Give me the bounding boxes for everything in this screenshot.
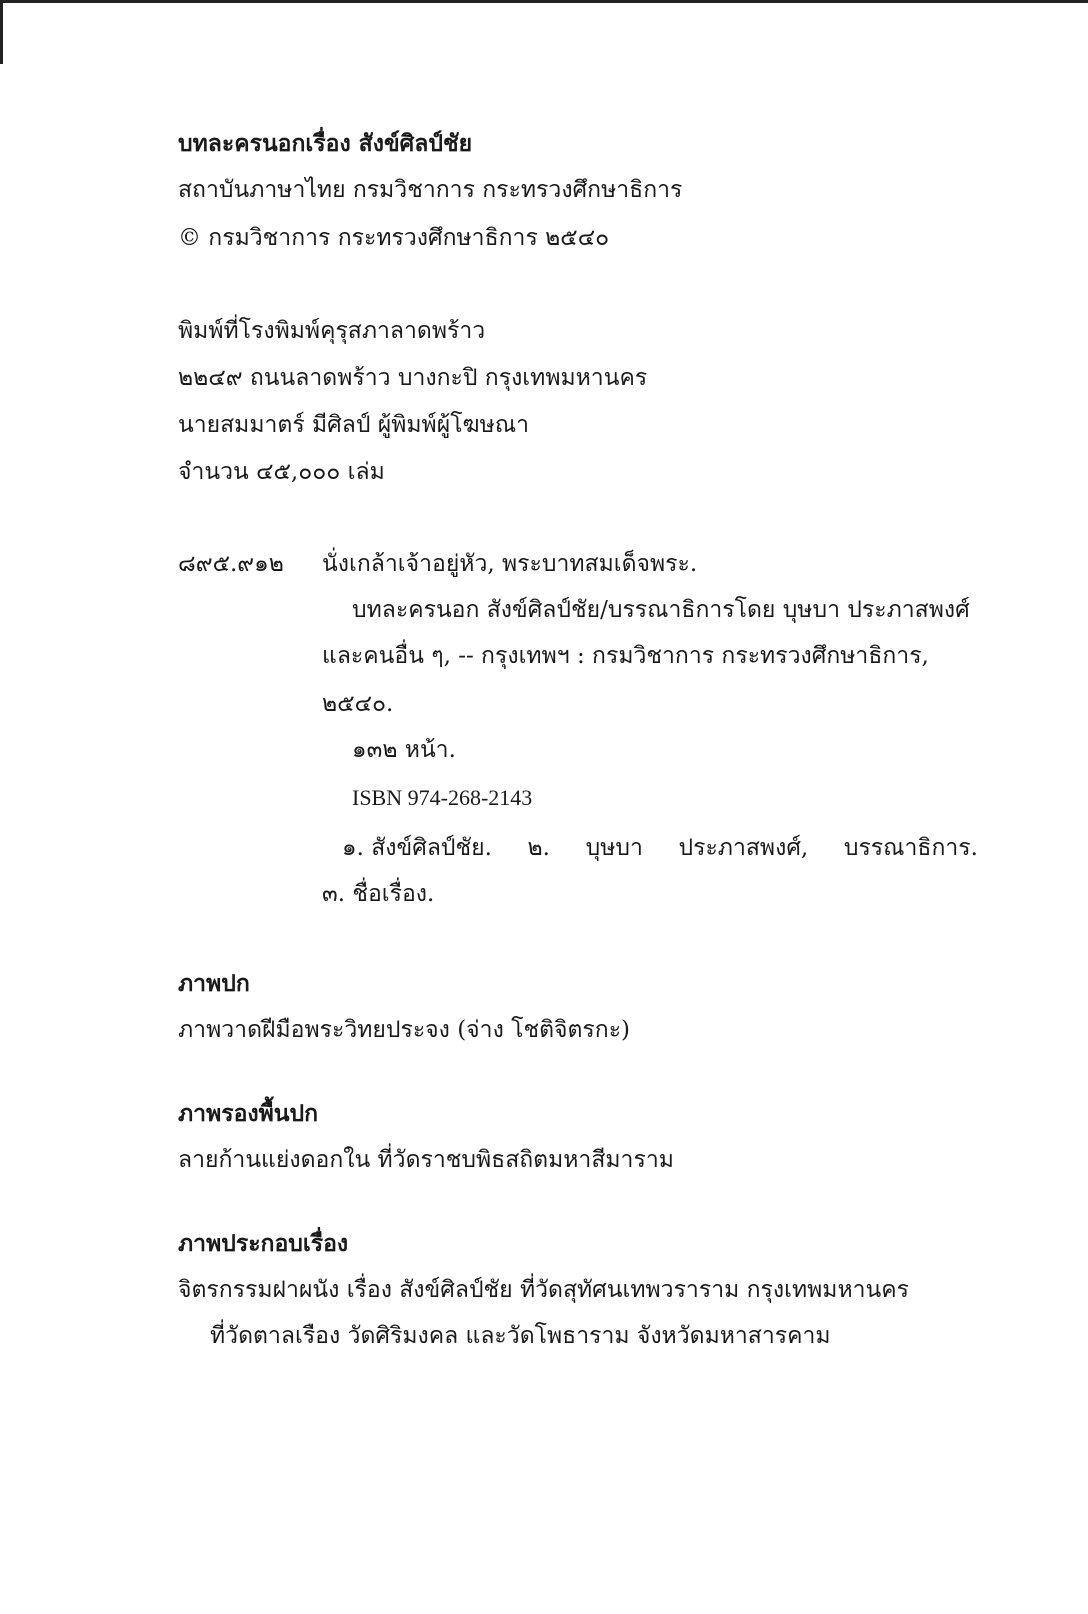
catalog-desc-line3: ๒๕๔๐.: [322, 691, 394, 717]
illustrations-heading: ภาพประกอบเรื่อง: [178, 1230, 349, 1257]
subject-part: บรรณาธิการ.: [843, 835, 978, 861]
illustrations-line2: ที่วัดตาลเรือง วัดศิริมงคล และวัดโพธาราม จังหวัดมหาสารคาม: [210, 1323, 831, 1349]
subject-part: ๒.: [527, 835, 550, 861]
publisher-line: นายสมมาตร์ มีศิลป์ ผู้พิมพ์ผู้โฆษณา: [178, 412, 530, 438]
printer-line: พิมพ์ที่โรงพิมพ์คุรุสภาลาดพร้าว: [178, 318, 486, 344]
catalog-isbn: ISBN 974-268-2143: [352, 785, 533, 810]
call-number: ๘๙๕.๙๑๒: [178, 551, 284, 577]
endpaper-text: ลายก้านแย่งดอกใน ที่วัดราชบพิธสถิตมหาสีมาราม: [178, 1147, 674, 1173]
copyright-line: © กรมวิชาการ กระทรวงศึกษาธิการ ๒๕๔๐: [178, 225, 610, 251]
illustrations-line1: จิตรกรรมฝาผนัง เรื่อง สังข์ศิลป์ชัย ที่วัดสุทัศนเทพวราราม กรุงเทพมหานคร: [178, 1277, 909, 1303]
endpaper-heading: ภาพรองพื้นปก: [178, 1100, 319, 1127]
institute-line: สถาบันภาษาไทย กรมวิชาการ กระทรวงศึกษาธิการ: [178, 177, 683, 203]
book-title: บทละครนอกเรื่อง สังข์ศิลป์ชัย: [178, 130, 473, 157]
subject-part: บุษบา: [585, 835, 643, 861]
address-line: ๒๒๔๙ ถนนลาดพร้าว บางกะปิ กรุงเทพมหานคร: [178, 365, 648, 391]
catalog-subjects: [342, 832, 978, 864]
catalog-desc-line1: บทละครนอก สังข์ศิลป์ชัย/บรรณาธิการโดย บุษบา ประภาสพงศ์: [352, 597, 970, 623]
cover-heading: ภาพปก: [178, 970, 250, 997]
cover-text: ภาพวาดฝีมือพระวิทยประจง (จ่าง โชติจิตรกะ): [178, 1017, 631, 1043]
catalog-subject-line2: ๓. ชื่อเรื่อง.: [322, 881, 435, 907]
catalog-pages: ๑๓๒ หน้า.: [352, 737, 456, 763]
catalog-author: นั่งเกล้าเจ้าอยู่หัว, พระบาทสมเด็จพระ.: [322, 551, 698, 577]
page-edge-left: [0, 0, 3, 64]
subject-part: ๑. สังข์ศิลป์ชัย.: [342, 835, 492, 861]
page-edge-top: [0, 0, 1088, 3]
subject-part: ประภาสพงศ์,: [678, 835, 809, 861]
catalog-desc-line2: และคนอื่น ๆ, -- กรุงเทพฯ : กรมวิชาการ กระทรวงศึกษาธิการ,: [322, 643, 929, 669]
copies-line: จำนวน ๔๕,๐๐๐ เล่ม: [178, 459, 385, 485]
